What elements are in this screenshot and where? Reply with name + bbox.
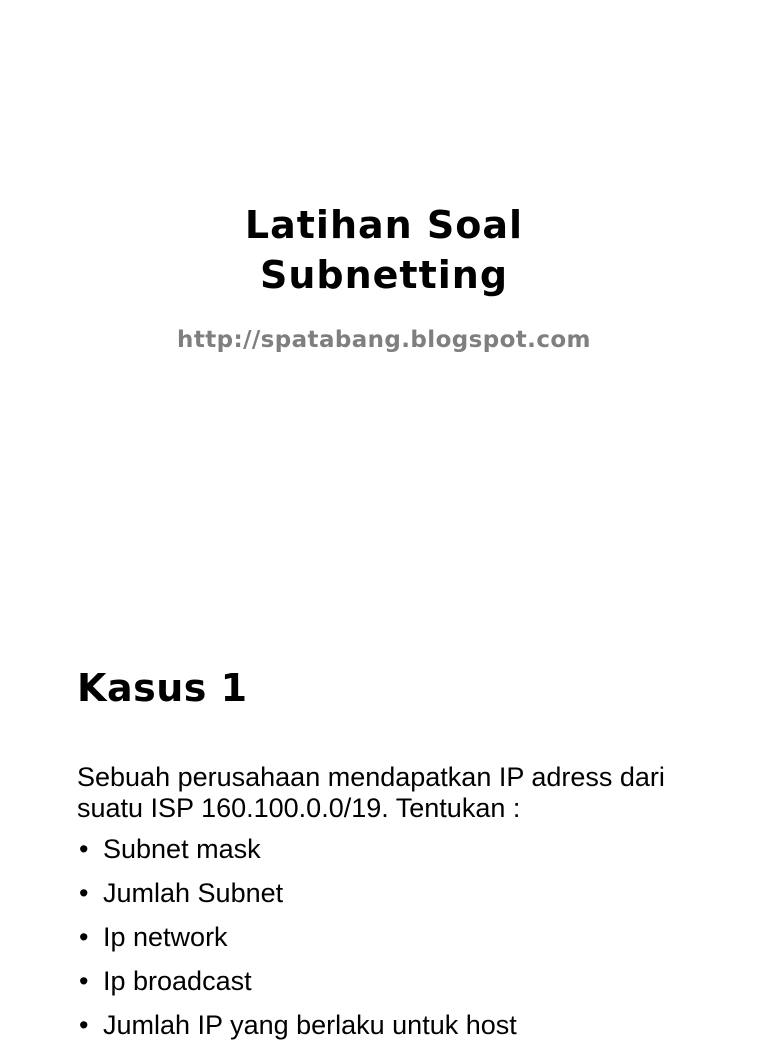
bullet-icon: • bbox=[79, 966, 89, 996]
case-content bbox=[77, 762, 717, 1054]
bullet-icon: • bbox=[79, 922, 89, 952]
list-item bbox=[77, 1010, 717, 1041]
list-item bbox=[77, 966, 717, 997]
bullet-icon: • bbox=[79, 1010, 89, 1040]
list-item-text: Jumlah Subnet bbox=[103, 878, 284, 908]
case-heading: Kasus 1 bbox=[77, 666, 248, 710]
list-item bbox=[77, 834, 717, 865]
list-item bbox=[77, 922, 717, 953]
title-line-1: Latihan Soal bbox=[244, 203, 524, 247]
list-item-text: Subnet mask bbox=[103, 834, 261, 864]
case-intro: Sebuah perusahaan mendapatkan IP adress dari suatu ISP 160.100.0.0/19. Tentukan : bbox=[77, 762, 665, 823]
list-item-text: Ip broadcast bbox=[103, 966, 252, 996]
slide-title-heading bbox=[0, 200, 768, 300]
slide-kasus-1 bbox=[0, 576, 768, 1040]
title-line-2: Subnetting bbox=[259, 253, 509, 297]
blog-url: http://spatabang.blogspot.com bbox=[177, 327, 591, 353]
list-item-text: Ip network bbox=[103, 922, 228, 952]
bullet-icon: • bbox=[79, 878, 89, 908]
task-list bbox=[77, 834, 717, 1041]
list-item-text: Jumlah IP yang berlaku untuk host bbox=[103, 1010, 517, 1040]
list-item bbox=[77, 878, 717, 909]
bullet-icon: • bbox=[79, 834, 89, 864]
